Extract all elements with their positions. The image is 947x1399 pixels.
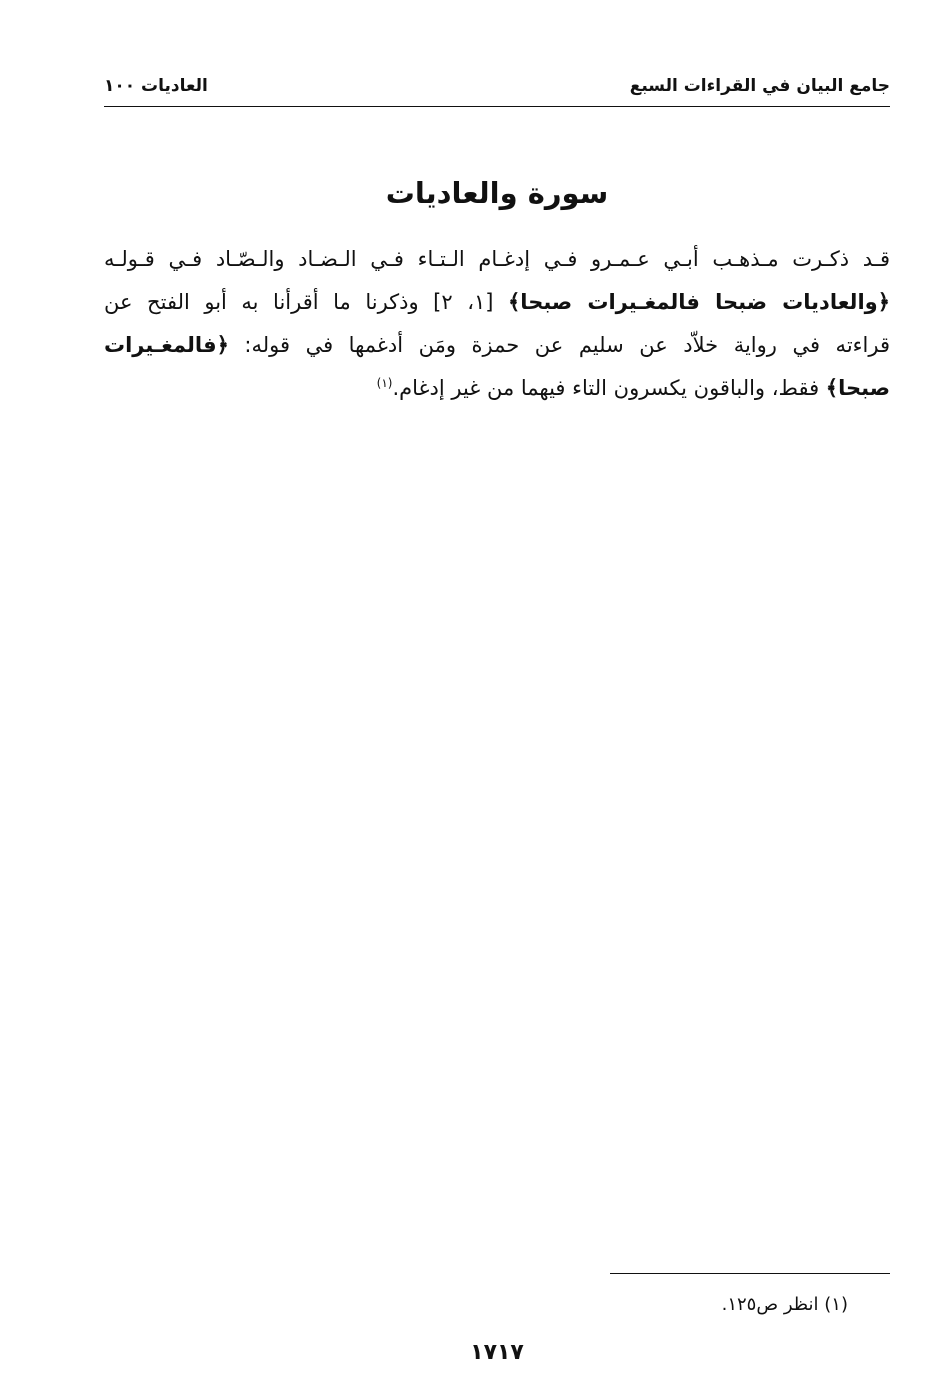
- footnote-marker: (١): [376, 376, 393, 390]
- running-header: [104, 68, 890, 104]
- quran-verse-quote-end: صبحا﴾: [825, 376, 890, 400]
- footnote-divider: [610, 1273, 890, 1274]
- header-divider: [104, 106, 890, 107]
- chapter-reference: العاديات ١٠٠: [104, 76, 208, 96]
- line-3-text: قراءته في رواية خلاّد عن سليم عن حمزة ومَن أدغمها في قوله:: [228, 333, 890, 357]
- book-title: جامع البيان في القراءات السبع: [629, 76, 890, 96]
- line-2-text: [١، ٢] وذكرنا ما أقرأنا به أبو الفتح عن: [104, 290, 508, 314]
- line-4-text: فقط، والباقون يكسرون التاء فيهما من غير إدغام.: [392, 376, 826, 400]
- quran-verse-quote: ﴿والعاديات ضبحا فالمغـيرات صبحا﴾: [508, 290, 890, 314]
- body-paragraph: [104, 238, 890, 410]
- paragraph-line-4: [104, 367, 890, 410]
- paragraph-line-3: [104, 324, 890, 367]
- surah-title: سورة والعاديات: [385, 176, 609, 210]
- paragraph-line-1: [104, 238, 890, 281]
- footnote: (١) انظر ص١٢٥.: [721, 1294, 848, 1315]
- line-1-text: قـد ذكـرت مـذهـب أبـي عـمـرو فـي إدغـام الـتـاء فـي الـضـاد والـصّـاد فـي قـولـه: [104, 247, 890, 271]
- paragraph-line-2: [104, 281, 890, 324]
- quran-verse-quote-start: ﴿فالمغـيرات: [104, 333, 229, 357]
- page-number: ١٧١٧: [470, 1340, 524, 1365]
